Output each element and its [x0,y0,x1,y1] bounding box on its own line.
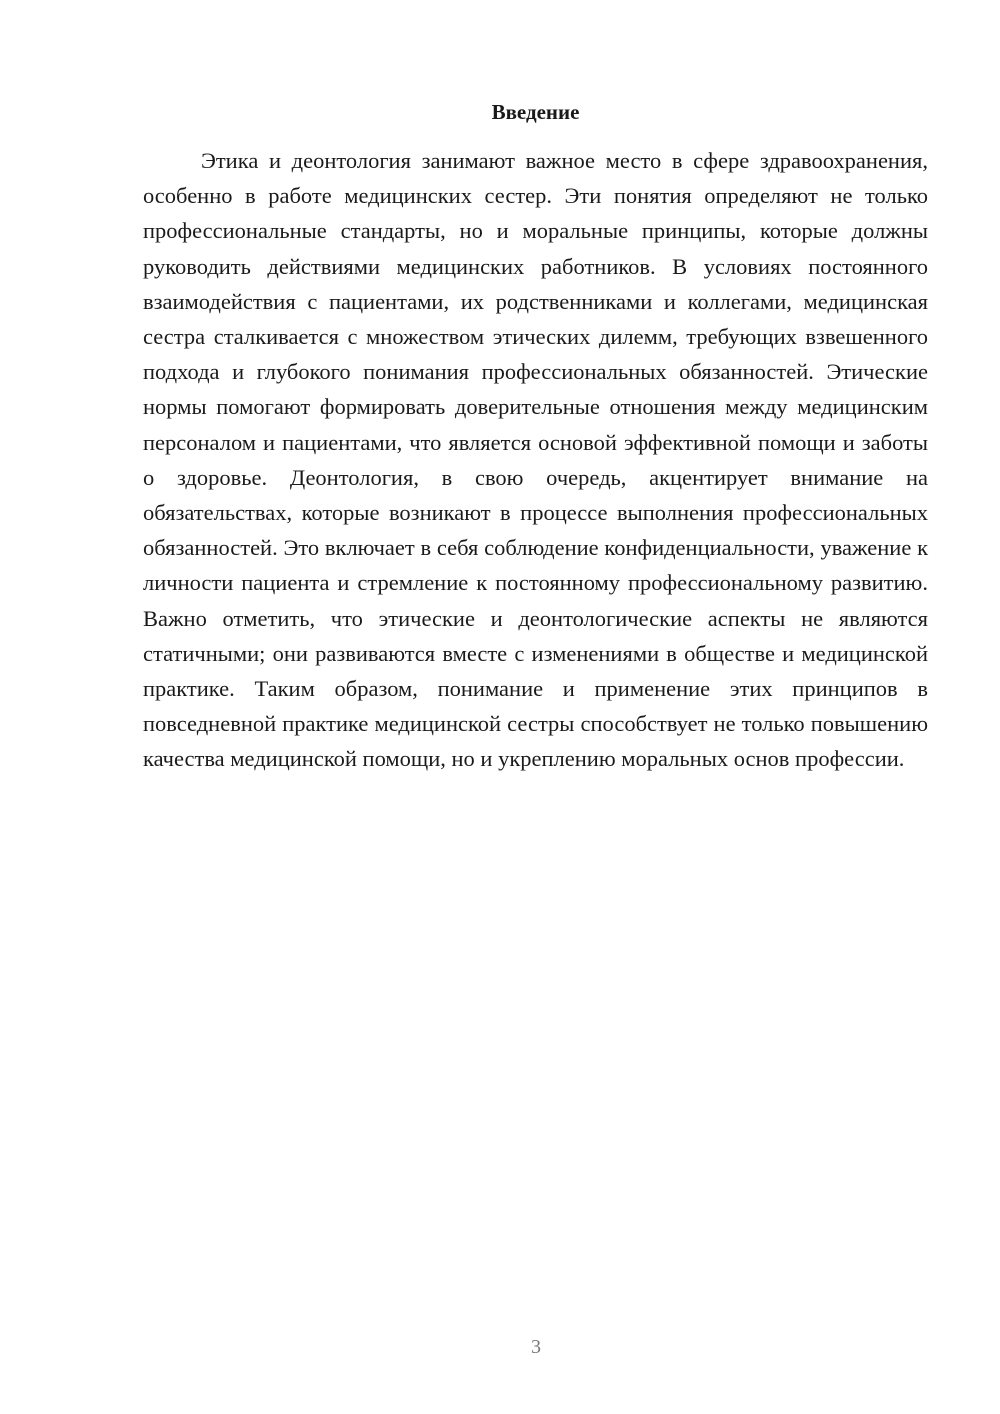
section-heading: Введение [491,100,580,124]
body-paragraph: Этика и деонтология занимают важное место в сфере здравоохранения, особенно в работе медицинских сестер. Эти понятия определяют не только профессиональные стандарты, но и моральные принципы, которые должны руководить действиями медицинских работников. В условиях постоянного взаимодействия с пациентами, их родственниками и коллегами, медицинская сестра сталкивается с множеством этических дилемм, требующих взвешенного подхода и глубокого понимания профессиональных обязанностей. Этические нормы помогают формировать доверительные отношения между медицинским персоналом и пациентами, что является основой эффективной помощи и заботы о здоровье. Деонтология, в свою очередь, акцентирует внимание на обязательствах, которые возникают в процессе выполнения профессиональных обязанностей. Это включает в себя соблюдение конфиденциальности, уважение к личности пациента и стремление к постоянному профессиональному развитию. Важно отметить, что этические и деонтологические аспекты не являются статичными; они развиваются вместе с изменениями в обществе и медицинской практике. Таким образом, понимание и применение этих принципов в повседневной практике медицинской сестры способствует не только повышению качества медицинской помощи, но и укреплению моральных основ профессии. [143,148,928,772]
page-number: 3 [531,1336,541,1358]
